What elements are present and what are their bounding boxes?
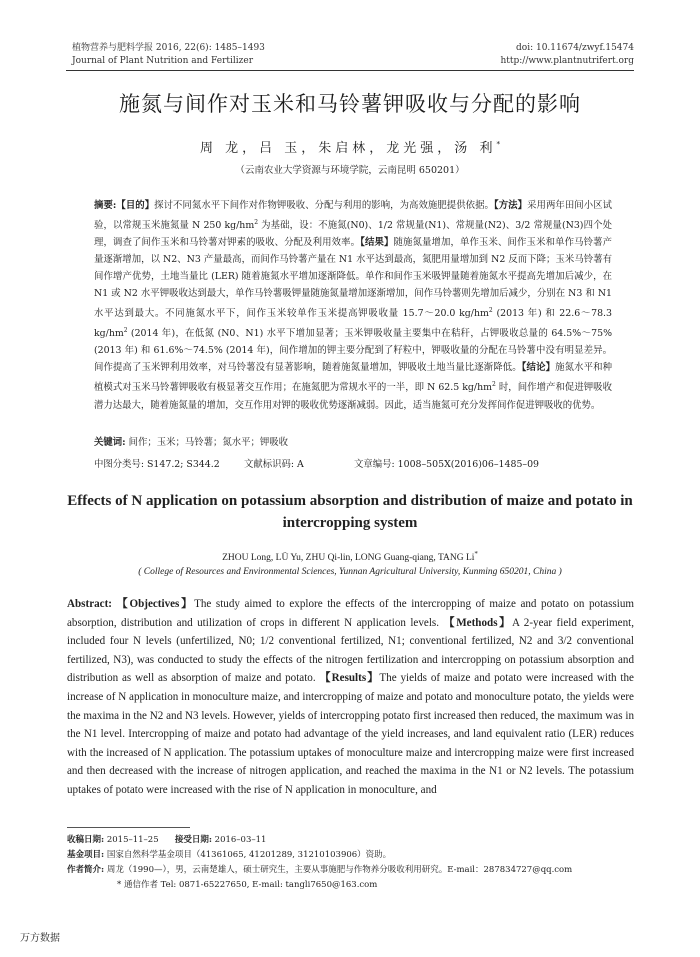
results-tag-cn: 【结果】: [360, 237, 394, 249]
methods-tag-en: 【Methods】: [443, 616, 512, 629]
journal-citation-cn: 植物营养与肥料学报 2016, 22(6): 1485–1493: [72, 43, 265, 53]
affiliation-en: ( College of Resources and Environmental Sciences, Yunnan Agricultural University, Kunming 650201, China ): [138, 567, 562, 577]
conclusion-cn-b: 时，间作增产和促进钾吸收潜力达最大，随着施氮量的增加，交互作用对钾的吸收优势逐渐减弱。因此，适当施氮可充分发挥间作促进钾吸收的优势。: [94, 382, 612, 411]
results-cn-c: (2014 年)，在低氮 (N0、N1) 水平下增加显著；玉米钾吸收量主要集中在秸秆，占钾吸收总量的 64.5%～75% (2013 年) 和 61.6%～74.5% (2014 年)，间作增加的钾主要分配到了籽粒中，钾吸收量的分配在马铃薯中没有明显差异。间作提高了玉米钾利用效率，对马铃薯没有显著影响，随着施氮量增加，钾吸收土地当量比逐渐降低。: [94, 328, 612, 374]
title-cn: 施氮与间作对玉米和马铃薯钾吸收与分配的影响: [119, 92, 581, 116]
accepted-date: 2016–03–11: [214, 835, 267, 845]
conclusion-cn: 施氮水平和种植模式对玉米马铃薯钾吸收有极显著交互作用；在施氮肥为常规水平的一半，即 N 62.5 kg/hm: [94, 362, 612, 394]
objectives-tag-en: 【Objectives】: [116, 598, 195, 610]
keywords-cn-text: 间作；玉米；马铃薯；氮水平；钾吸收: [128, 437, 288, 448]
corresponding-mark-en: *: [474, 550, 478, 558]
conclusion-tag-cn: 【结论】: [521, 362, 556, 374]
corresponding-author-line: * 通信作者 Tel: 0871-65227650, E-mail: tangli7650@163.com: [117, 880, 378, 890]
title-en: Effects of N application on potassium absorption and distribution of maize and potato in intercropping system: [67, 493, 633, 531]
footnote-divider: [67, 827, 190, 828]
header-divider: [66, 70, 634, 71]
running-header: [72, 42, 634, 68]
footnotes: [67, 833, 640, 893]
journal-url[interactable]: http://www.plantnutrifert.org: [500, 56, 634, 66]
methods-cn-b: 为基础，设：不施氮(N0)、1/2 常规量(N1)、常规量(N2)、3/2 常规量(N3)四个处理，调查了间作玉米和马铃薯对钾素的吸收、分配及利用效率。: [94, 220, 612, 249]
abstract-en-label: Abstract:: [67, 598, 112, 610]
authors-cn-names: 周 龙，吕 玉，朱启林，龙光强，汤 利: [200, 141, 497, 156]
methods-cn-a: 采用两年田间小区试验，以常规玉米施氮量 N 250 kg/hm: [94, 200, 612, 232]
methods-tag-cn: 【方法】: [494, 200, 528, 211]
results-tag-en: 【Results】: [319, 672, 380, 685]
methods-en: A 2-year field experiment, included four N levels (unfertilized, N0; 1/2 conventional fertilized, N1; conventional fertilized, N2 and 3/2 conventional fertilized, N3), was conducted to study the effects of the nitrogen fertilization and intercropping on potassium absorption and distribution as well as absorption of maize and potato.: [67, 616, 634, 685]
objectives-en: The study aimed to explore the effects of the intercropping of maize and potato on potassium absorption, distribution and utilization of crops in different N application levels.: [67, 598, 634, 629]
abstract-cn: 摘要:【目的】探讨不同氮水平下间作对作物钾吸收、分配与利用的影响，为高效施肥提供依据。【方法】采用两年田间小区试验，以常规玉米施氮量 N 250 $kg/hm^2$ 为基础，设：不施氮(N0)、1/2 常规量(N1)、常规量(N2)、3/2 常规量(N3)四个处理，调查了间作玉米和马铃薯对钾素的吸收、分配及利用效率。【结果】随施氮量增加，单作玉米、间作玉米和单作马铃薯产量逐渐增加，以 N2、N3 产量最高，而间作马铃薯产量在 N1 水平达到最高，氮肥用量增加到 N2 反而下降；玉米马铃薯有间作增产优势，土地当量比 (LER) 随着施氮水平增加逐渐降低。单作和间作玉米吸钾量随着施氮水平提高先增加后减少，在 N1 或 N2 水平钾吸收达到最大，单作马铃薯吸钾量随施氮量增加逐渐增加，间作马铃薯则先增加后减少，分别在 N3 和 N1 水平达到最大。不同施氮水平下，间作玉米较单作玉米提高钾吸收量 15.7～20.0 $kg/hm^2$ (2013 年) 和 22.6～78.3 $kg/hm^2$ (2014 年)，在低氮 (N0、N1) 水平下增加显著；玉米钾吸收量主要集中在秸秆，占钾吸收总量的 64.5%～75% (2013 年) 和 61.6%～74.5% (2014 年)，间作增加的钾主要分配到了籽粒中，钾吸收量的分配在马铃薯中没有明显差异。间作提高了玉米钾利用效率，对马铃薯没有显著影响，随着施氮量增加，钾吸收土地当量比逐渐降低。【结论】施氮水平和种植模式对玉米马铃薯钾吸收有极显著交互作用；在施氮肥为常规水平的一半，即 N 62.5 $kg/hm^2$ 时，间作增产和促进钾吸收潜力达最大，随着施氮量的增加，交互作用对钾的吸收优势逐渐减弱。因此，适当施氮可充分发挥间作促进钾吸收的优势。: [94, 200, 613, 411]
results-en: The yields of maize and potato were increased with the increase of N application in monoculture maize, and intercropping of maize and potato and monoculture potato, the yields were the maxima in the N2 and N3 levels. However, yields of intercropping potato first increased then reduced, the maximum was in the N1 level. Intercropping of maize and potato had advantage of the yield increases, and land equivalent ratio (LER) reduces with the increased of N application. The potassium uptakes of monoculture maize and intercropping maize were first increased and then decreased with the increase of nitrogen application, and reached the maxima in the N1 or N2 levels. The potassium uptakes of potato were increased with the rise of N application in monoculture, and: [67, 672, 634, 796]
received-date: 2015–11–25: [106, 835, 159, 845]
doi[interactable]: doi: 10.11674/zwyf.15474: [516, 43, 634, 53]
journal-name-en: Journal of Plant Nutrition and Fertilizer: [72, 56, 254, 66]
results-cn-b: (2013 年) 和 22.6～78.3 kg/hm: [94, 308, 613, 340]
fund-line: 基金项目: 国家自然科学基金项目（41361065, 41201289, 31210103906）资助。: [67, 850, 392, 860]
objective-tag-cn: 【目的】: [116, 200, 155, 211]
classification-line: [94, 456, 612, 470]
keywords-cn-label: 关键词:: [94, 437, 126, 448]
authors-en-names: ZHOU Long, LÜ Yu, ZHU Qi-lin, LONG Guang-qiang, TANG Li: [222, 553, 475, 564]
document-code: 文献标识码: A: [244, 459, 304, 470]
abstract-cn-label: 摘要:: [94, 200, 117, 211]
abstract-en: [67, 595, 634, 800]
corresponding-mark: *: [496, 140, 500, 149]
dates-line: 收稿日期: 2015–11–25 接受日期: 2016–03–11: [67, 835, 267, 845]
results-cn-a: 随施氮量增加，单作玉米、间作玉米和单作马铃薯产量逐渐增加，以 N2、N3 产量最高，而间作马铃薯产量在 N1 水平达到最高，氮肥用量增加到 N2 反而下降；玉米马铃薯有间作增产优势，土地当量比 (LER) 随着施氮水平增加逐渐降低。单作和间作玉米吸钾量随着施氮水平提高先增加后减少，在 N1 或 N2 水平钾吸收达到最大，单作马铃薯吸钾量随施氮量增加逐渐增加，间作马铃薯则先增加后减少，分别在 N3 和 N1 水平达到最大。不同施氮水平下，间作玉米较单作玉米提高钾吸收量 15.7～20.0 kg/hm: [94, 237, 612, 320]
keywords-cn: [94, 434, 612, 448]
authors-en: [0, 550, 700, 563]
watermark: 万方数据: [20, 933, 60, 944]
authors-cn: [0, 137, 700, 156]
affiliation-cn: （云南农业大学资源与环境学院，云南昆明 650201）: [235, 165, 465, 176]
article-number: 文章编号: 1008–505X(2016)06–1485–09: [354, 459, 540, 470]
author-bio-line: 作者简介: 周龙（1990—），男，云南楚雄人，硕士研究生，主要从事施肥与作物养分吸收利用研究。E-mail：287834727@qq.com: [67, 865, 573, 875]
clc-number: 中图分类号: S147.2; S344.2: [94, 459, 220, 470]
objective-cn: 探讨不同氮水平下间作对作物钾吸收、分配与利用的影响，为高效施肥提供依据。: [154, 200, 494, 211]
